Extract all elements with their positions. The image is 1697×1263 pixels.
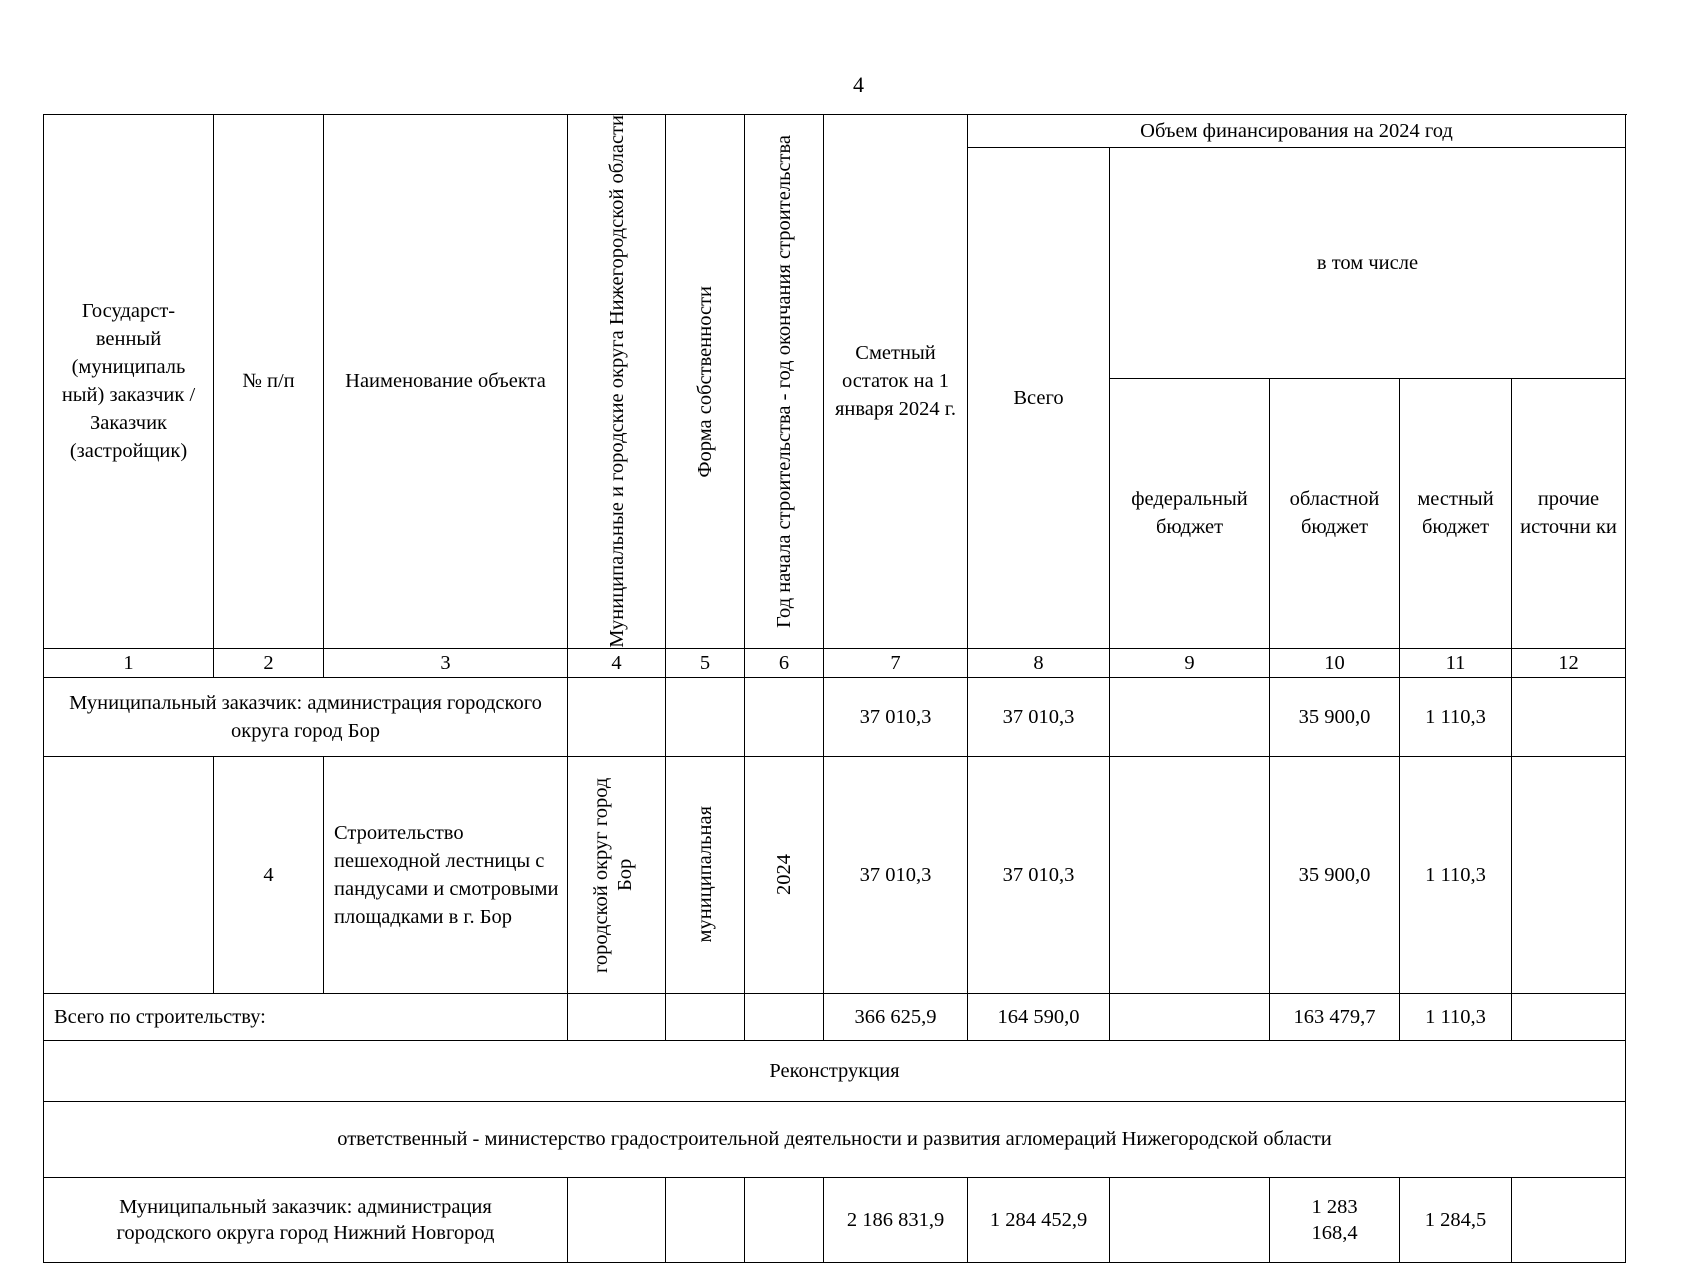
regional-value: 35 900,0 xyxy=(1270,677,1400,756)
column-number: 5 xyxy=(666,648,745,677)
header-customer: Государст-венный (муниципаль ный) заказчик / Заказчик (застройщик) xyxy=(44,115,214,649)
header-total: Всего xyxy=(968,148,1110,649)
row-number: 4 xyxy=(214,756,324,993)
customer-label: Муниципальный заказчик: администрация городского округа город Нижний Новгород xyxy=(44,1177,568,1262)
column-number: 6 xyxy=(745,648,824,677)
table-row xyxy=(44,677,1626,756)
table-cell xyxy=(745,677,824,756)
estimate-value: 37 010,3 xyxy=(824,677,968,756)
table-cell xyxy=(568,993,666,1040)
object-name: Строительство пешеходной лестницы с пандусами и смотровыми площадками в г. Бор xyxy=(324,756,568,993)
total-value: 1 284 452,9 xyxy=(968,1177,1110,1262)
page-number: 4 xyxy=(853,72,864,97)
column-number: 2 xyxy=(214,648,324,677)
column-number: 9 xyxy=(1110,648,1270,677)
estimate-value: 2 186 831,9 xyxy=(824,1177,968,1262)
other-value xyxy=(1512,756,1626,993)
table-row xyxy=(44,1101,1626,1177)
total-value: 37 010,3 xyxy=(968,677,1110,756)
local-value: 1 110,3 xyxy=(1400,993,1512,1040)
other-value xyxy=(1512,677,1626,756)
local-value: 1 284,5 xyxy=(1400,1177,1512,1262)
column-number: 8 xyxy=(968,648,1110,677)
header-estimate-balance: Сметный остаток на 1 января 2024 г. xyxy=(824,115,968,649)
header-district: Муниципальные и городские округа Нижегородской области xyxy=(568,115,666,649)
federal-value xyxy=(1110,677,1270,756)
header-other: прочие источни ки xyxy=(1512,378,1626,648)
district-cell: городской округ город Бор xyxy=(568,756,666,993)
customer-label: Муниципальный заказчик: администрация городского округа город Бор xyxy=(44,677,568,756)
ownership-cell: муниципальная xyxy=(666,756,745,993)
regional-value: 1 283 168,4 xyxy=(1270,1177,1400,1262)
column-number: 4 xyxy=(568,648,666,677)
header-ownership: Форма собственности xyxy=(666,115,745,649)
federal-value xyxy=(1110,993,1270,1040)
column-number: 12 xyxy=(1512,648,1626,677)
header-years: Год начала строительства - год окончания строительства xyxy=(745,115,824,649)
years-cell: 2024 xyxy=(745,756,824,993)
estimate-value: 37 010,3 xyxy=(824,756,968,993)
regional-value: 163 479,7 xyxy=(1270,993,1400,1040)
federal-value xyxy=(1110,1177,1270,1262)
table-cell xyxy=(568,677,666,756)
table-cell xyxy=(745,993,824,1040)
header-local: местный бюджет xyxy=(1400,378,1512,648)
column-number: 1 xyxy=(44,648,214,677)
table-cell xyxy=(745,1177,824,1262)
table-cell xyxy=(568,1177,666,1262)
column-numbers-row xyxy=(44,648,1626,677)
column-number: 10 xyxy=(1270,648,1400,677)
header-including: в том числе xyxy=(1110,148,1626,379)
responsible-line: ответственный - министерство градостроительной деятельности и развития агломераций Нижегородской области xyxy=(44,1101,1626,1177)
column-number: 11 xyxy=(1400,648,1512,677)
header-regional: областной бюджет xyxy=(1270,378,1400,648)
total-value: 37 010,3 xyxy=(968,756,1110,993)
table-cell xyxy=(666,993,745,1040)
other-value xyxy=(1512,1177,1626,1262)
table-row xyxy=(44,993,1626,1040)
header-federal: федеральный бюджет xyxy=(1110,378,1270,648)
table-row xyxy=(44,756,1626,993)
local-value: 1 110,3 xyxy=(1400,756,1512,993)
column-number: 3 xyxy=(324,648,568,677)
header-object-name: Наименование объекта xyxy=(324,115,568,649)
investment-table xyxy=(43,114,1626,1263)
column-number: 7 xyxy=(824,648,968,677)
estimate-value: 366 625,9 xyxy=(824,993,968,1040)
table-cell xyxy=(666,1177,745,1262)
regional-value: 35 900,0 xyxy=(1270,756,1400,993)
table-cell xyxy=(666,677,745,756)
table-row xyxy=(44,1177,1626,1262)
header-number: № п/п xyxy=(214,115,324,649)
header-row-1 xyxy=(44,115,1626,148)
other-value xyxy=(1512,993,1626,1040)
total-label: Всего по строительству: xyxy=(44,993,568,1040)
local-value: 1 110,3 xyxy=(1400,677,1512,756)
total-value: 164 590,0 xyxy=(968,993,1110,1040)
table-cell xyxy=(44,756,214,993)
header-funding-group: Объем финансирования на 2024 год xyxy=(968,115,1626,148)
table-row xyxy=(44,1040,1626,1101)
federal-value xyxy=(1110,756,1270,993)
section-heading: Реконструкция xyxy=(44,1040,1626,1101)
